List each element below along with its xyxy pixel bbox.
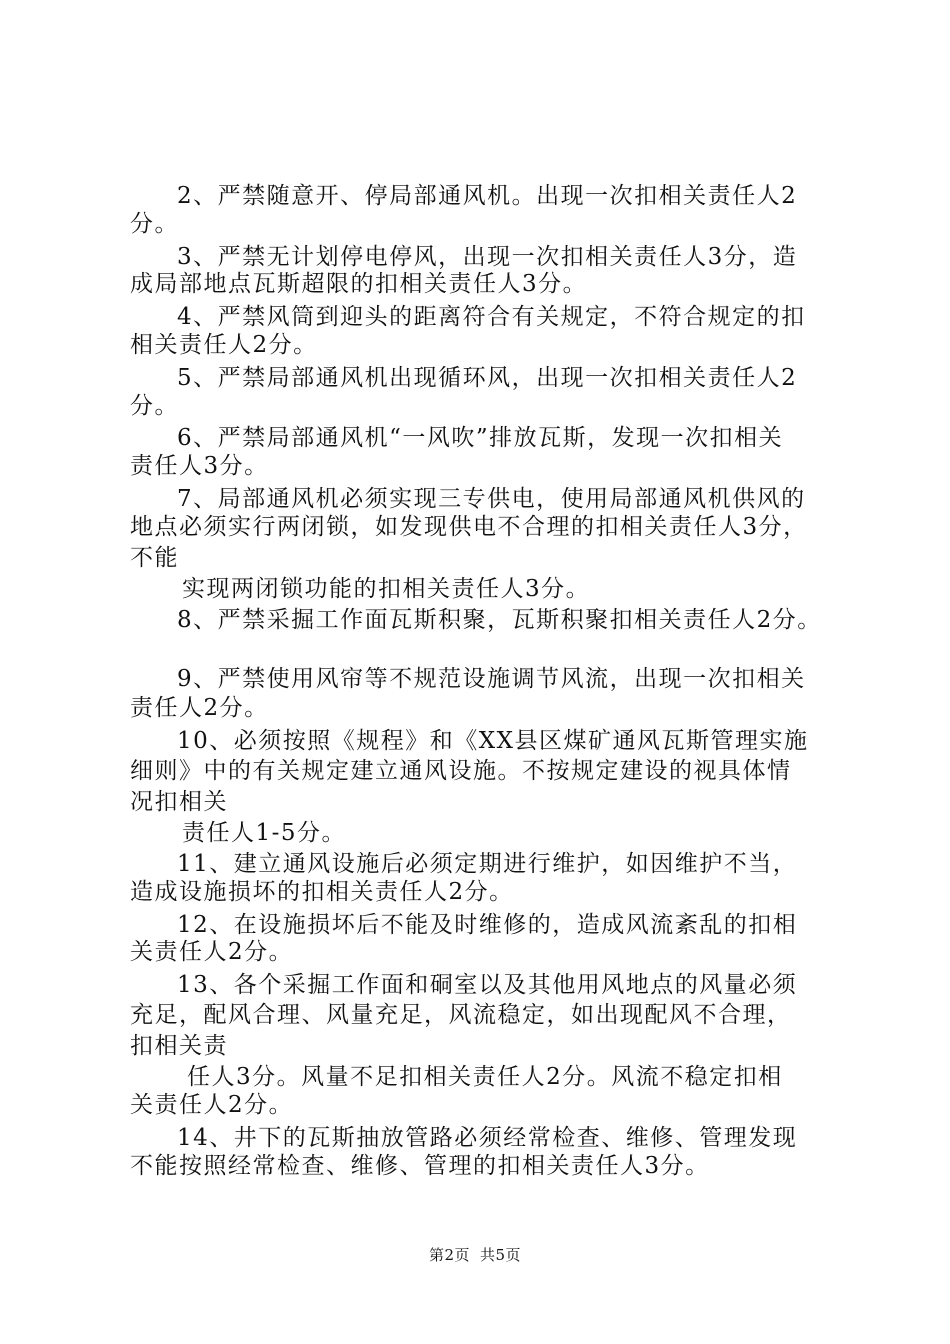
text-line: 造成设施损坏的扣相关责任人2分。 (130, 879, 514, 905)
text-line: 11、建立通风设施后必须定期进行维护，如因维护不当， (177, 851, 798, 877)
text-line: 7、局部通风机必须实现三专供电，使用局部通风机供风的 (177, 486, 806, 512)
text-line: 6、严禁局部通风机“一风吹”排放瓦斯，发现一次扣相关 (177, 425, 784, 451)
text-line: 12、在设施损坏后不能及时维修的，造成风流紊乱的扣相 (177, 912, 798, 938)
text-line: 分。 (130, 211, 179, 237)
text-line: 责任人1-5分。 (182, 820, 347, 846)
page-total: 共5页 (480, 1246, 522, 1264)
text-line: 2、严禁随意开、停局部通风机。出现一次扣相关责任人2 (177, 183, 798, 209)
text-line: 不能按照经常检查、维修、管理的扣相关责任人3分。 (130, 1153, 710, 1179)
text-line: 分。 (130, 393, 179, 419)
text-line: 4、严禁风筒到迎头的距离符合有关规定，不符合规定的扣 (177, 304, 806, 330)
text-line: 地点必须实行两闭锁，如发现供电不合理的扣相关责任人3分， (130, 514, 808, 540)
text-line: 责任人2分。 (130, 695, 269, 721)
text-line: 关责任人2分。 (130, 939, 294, 965)
text-line: 8、严禁采掘工作面瓦斯积聚，瓦斯积聚扣相关责任人2分。 (177, 607, 822, 633)
text-line: 不能 (130, 545, 179, 571)
text-line: 14、井下的瓦斯抽放管路必须经常检查、维修、管理发现 (177, 1125, 798, 1151)
page-footer (0, 1245, 950, 1265)
page-number: 第2页 (428, 1246, 470, 1264)
text-line: 责任人3分。 (130, 453, 269, 479)
text-line: 10、必须按照《规程》和《XX县区煤矿通风瓦斯管理实施 (177, 728, 809, 754)
text-line: 9、严禁使用风帘等不规范设施调节风流，出现一次扣相关 (177, 666, 806, 692)
text-line: 况扣相关 (130, 789, 228, 815)
text-line: 13、各个采掘工作面和硐室以及其他用风地点的风量必须 (177, 972, 798, 998)
text-line: 充足，配风合理、风量充足，风流稳定，如出现配风不合理， (130, 1002, 792, 1028)
text-line: 实现两闭锁功能的扣相关责任人3分。 (182, 576, 591, 602)
text-line: 相关责任人2分。 (130, 332, 318, 358)
text-line: 5、严禁局部通风机出现循环风，出现一次扣相关责任人2 (177, 365, 798, 391)
text-line: 扣相关责 (130, 1033, 228, 1059)
text-line: 3、严禁无计划停电停风，出现一次扣相关责任人3分，造 (177, 244, 798, 270)
text-line: 任人3分。风量不足扣相关责任人2分。风流不稳定扣相 (187, 1064, 783, 1090)
text-line: 细则》中的有关规定建立通风设施。不按规定建设的视具体情 (130, 758, 792, 784)
text-line: 关责任人2分。 (130, 1092, 294, 1118)
text-line: 成局部地点瓦斯超限的扣相关责任人3分。 (130, 271, 588, 297)
